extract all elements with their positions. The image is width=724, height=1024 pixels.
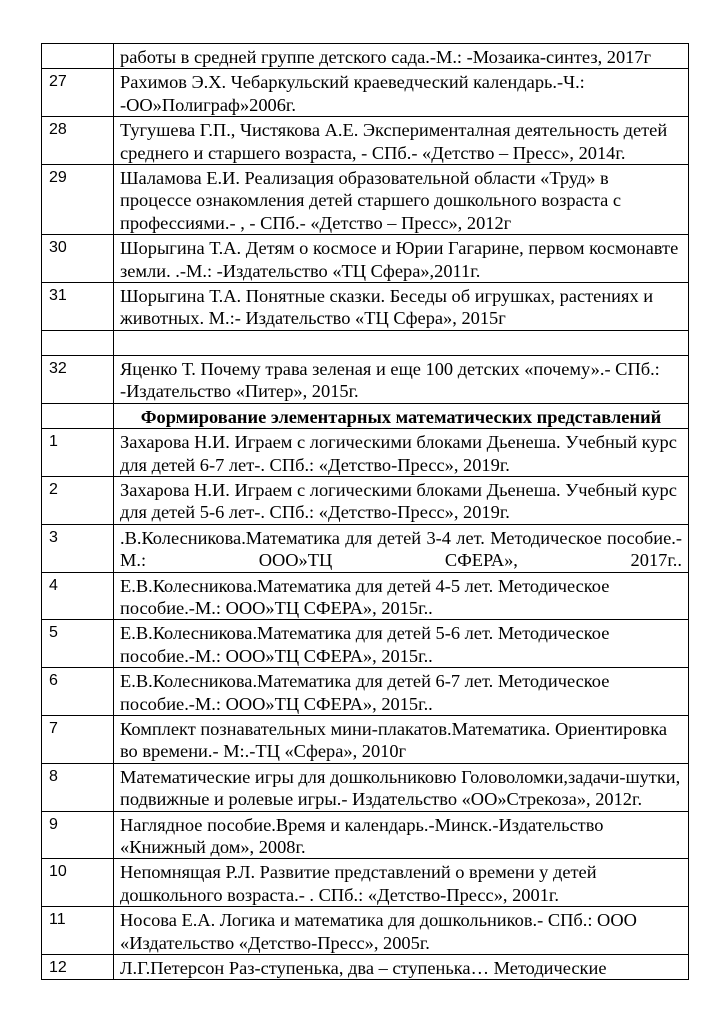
row-number <box>42 44 114 69</box>
reference-text: Шаламова Е.И. Реализация образовательной области «Труд» в процессе ознакомления детей старшего дошкольного возраста с профессиями.- , - СПб.- «Детство – Пресс», 2012г <box>114 165 689 235</box>
reference-text: Е.В.Колесникова.Математика для детей 5-6 лет. Методическое пособие.-М.: ООО»ТЦ СФЕРА», 2015г.. <box>114 620 689 668</box>
table-row <box>42 524 689 572</box>
table-row <box>42 283 689 331</box>
reference-text: Математические игры для дошкольниковю Головоломки,задачи-шутки, подвижные и ролевые игры.- Издательство «ОО»Стрекоза», 2012г. <box>114 763 689 811</box>
reference-text: .В.Колесникова.Математика для детей 3-4 лет. Методическое пособие.-М.: ООО»ТЦ СФЕРА», 2017г.. <box>114 524 689 572</box>
reference-text: Непомнящая Р.Л. Развитие представлений о времени у детей дошкольного возраста.- . СПб.: «Детство-Пресс», 2001г. <box>114 859 689 907</box>
row-number <box>42 330 114 355</box>
table-row <box>42 235 689 283</box>
table-row <box>42 715 689 763</box>
table-row <box>42 763 689 811</box>
row-number: 4 <box>42 572 114 620</box>
row-number: 12 <box>42 955 114 980</box>
row-number: 27 <box>42 69 114 117</box>
row-number: 31 <box>42 283 114 331</box>
reference-text: Е.В.Колесникова.Математика для детей 6-7 лет. Методическое пособие.-М.: ООО»ТЦ СФЕРА», 2015г.. <box>114 668 689 716</box>
table-row <box>42 907 689 955</box>
table-row <box>42 668 689 716</box>
table-row <box>42 355 689 403</box>
empty-row <box>42 330 689 355</box>
table-row <box>42 859 689 907</box>
table-row <box>42 117 689 165</box>
bibliography-page <box>41 43 689 980</box>
row-number <box>42 403 114 428</box>
reference-text: работы в средней группе детского сада.-М.: -Мозаика-синтез, 2017г <box>114 44 689 69</box>
table-row <box>42 572 689 620</box>
table-row <box>42 476 689 524</box>
reference-text: Захарова Н.И. Играем с логическими блоками Дьенеша. Учебный курс для детей 5-6 лет-. СПб.: «Детство-Пресс», 2019г. <box>114 476 689 524</box>
table-row <box>42 620 689 668</box>
row-number: 1 <box>42 429 114 477</box>
reference-text: Л.Г.Петерсон Раз-ступенька, два – ступенька… Методические <box>114 955 689 980</box>
reference-text: Захарова Н.И. Играем с логическими блоками Дьенеша. Учебный курс для детей 6-7 лет-. СПб.: «Детство-Пресс», 2019г. <box>114 429 689 477</box>
row-number: 3 <box>42 524 114 572</box>
reference-text: Комплект познавательных мини-плакатов.Математика. Ориентировка во времени.- М:.-ТЦ «Сфера», 2010г <box>114 715 689 763</box>
row-number: 5 <box>42 620 114 668</box>
reference-text: Наглядное пособие.Время и календарь.-Минск.-Издательство «Книжный дом», 2008г. <box>114 811 689 859</box>
row-number: 32 <box>42 355 114 403</box>
row-number: 11 <box>42 907 114 955</box>
row-number: 9 <box>42 811 114 859</box>
row-number: 8 <box>42 763 114 811</box>
reference-text: Е.В.Колесникова.Математика для детей 4-5 лет. Методическое пособие.-М.: ООО»ТЦ СФЕРА», 2015г.. <box>114 572 689 620</box>
reference-text: Тугушева Г.П., Чистякова А.Е. Эксперименталная деятельность детей среднего и старшего возраста, - СПб.- «Детство – Пресс», 2014г. <box>114 117 689 165</box>
table-row <box>42 44 689 69</box>
row-number: 30 <box>42 235 114 283</box>
reference-text: Носова Е.А. Логика и математика для дошкольников.- СПб.: ООО «Издательство «Детство-Пресс», 2005г. <box>114 907 689 955</box>
reference-text: Шорыгина Т.А. Детям о космосе и Юрии Гагарине, первом космонавте земли. .-М.: -Издательство «ТЦ Сфера»,2011г. <box>114 235 689 283</box>
row-number: 10 <box>42 859 114 907</box>
reference-text: Яценко Т. Почему трава зеленая и еще 100 детских «почему».- СПб.: -Издательство «Питер», 2015г. <box>114 355 689 403</box>
reference-text: Шорыгина Т.А. Понятные сказки. Беседы об игрушках, растениях и животных. М.:- Издательство «ТЦ Сфера», 2015г <box>114 283 689 331</box>
table-row <box>42 429 689 477</box>
row-number: 2 <box>42 476 114 524</box>
table-row <box>42 955 689 980</box>
table-row <box>42 811 689 859</box>
row-number: 29 <box>42 165 114 235</box>
row-number: 28 <box>42 117 114 165</box>
row-number: 7 <box>42 715 114 763</box>
bibliography-table <box>41 43 689 980</box>
reference-text <box>114 330 689 355</box>
section-header-row <box>42 403 689 428</box>
section-title: Формирование элементарных математических представлений <box>114 403 689 428</box>
reference-text: Рахимов Э.Х. Чебаркульский краеведческий календарь.-Ч.: -ОО»Полиграф»2006г. <box>114 69 689 117</box>
row-number: 6 <box>42 668 114 716</box>
table-row <box>42 69 689 117</box>
table-row <box>42 165 689 235</box>
